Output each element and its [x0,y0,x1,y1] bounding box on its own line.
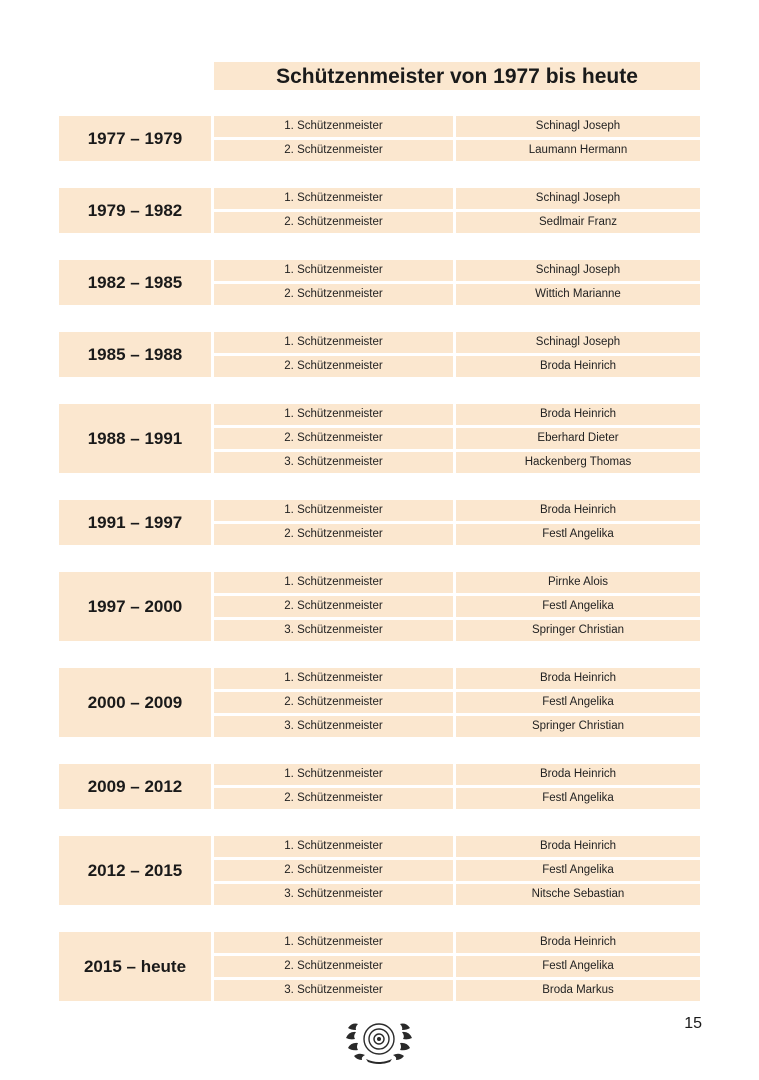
page-title: Schützenmeister von 1977 bis heute [214,62,700,90]
role-cell: 2. Schützenmeister [214,140,453,161]
table-row [214,140,700,161]
name-cell: Wittich Marianne [456,284,700,305]
role-cell: 2. Schützenmeister [214,860,453,881]
role-cell: 1. Schützenmeister [214,836,453,857]
role-cell: 2. Schützenmeister [214,428,453,449]
table-row [214,332,700,353]
name-cell: Festl Angelika [456,692,700,713]
period-group [59,932,700,1001]
table-row [214,116,700,137]
period-group [59,404,700,473]
period-years: 1991 – 1997 [59,500,211,545]
table-row [214,716,700,737]
table-row [214,692,700,713]
table-row [214,356,700,377]
table-row [214,788,700,809]
table-row [214,500,700,521]
name-cell: Broda Heinrich [456,836,700,857]
role-cell: 2. Schützenmeister [214,692,453,713]
role-cell: 1. Schützenmeister [214,500,453,521]
name-cell: Broda Heinrich [456,932,700,953]
name-cell: Broda Heinrich [456,764,700,785]
table-row [214,572,700,593]
table-row [214,212,700,233]
name-cell: Broda Heinrich [456,404,700,425]
role-cell: 2. Schützenmeister [214,284,453,305]
role-cell: 3. Schützenmeister [214,980,453,1001]
period-group [59,764,700,809]
role-cell: 2. Schützenmeister [214,788,453,809]
role-cell: 1. Schützenmeister [214,572,453,593]
period-years: 1979 – 1982 [59,188,211,233]
table-row [214,452,700,473]
period-group [59,836,700,905]
table-row [214,980,700,1001]
name-cell: Eberhard Dieter [456,428,700,449]
name-cell: Schinagl Joseph [456,332,700,353]
table-row [214,260,700,281]
club-emblem-icon [342,1018,416,1069]
role-cell: 1. Schützenmeister [214,332,453,353]
period-years: 1977 – 1979 [59,116,211,161]
name-cell: Festl Angelika [456,524,700,545]
name-cell: Festl Angelika [456,860,700,881]
period-group [59,500,700,545]
name-cell: Pirnke Alois [456,572,700,593]
table-row [214,932,700,953]
role-cell: 3. Schützenmeister [214,620,453,641]
role-cell: 2. Schützenmeister [214,524,453,545]
role-cell: 3. Schützenmeister [214,884,453,905]
table-row [214,668,700,689]
period-years: 2009 – 2012 [59,764,211,809]
table-row [214,884,700,905]
name-cell: Broda Heinrich [456,500,700,521]
table-row [214,860,700,881]
name-cell: Schinagl Joseph [456,116,700,137]
role-cell: 2. Schützenmeister [214,212,453,233]
period-group [59,668,700,737]
period-group [59,332,700,377]
period-group [59,572,700,641]
table-row [214,956,700,977]
name-cell: Schinagl Joseph [456,188,700,209]
name-cell: Festl Angelika [456,596,700,617]
role-cell: 1. Schützenmeister [214,404,453,425]
table-row [214,188,700,209]
role-cell: 2. Schützenmeister [214,956,453,977]
period-years: 1985 – 1988 [59,332,211,377]
name-cell: Hackenberg Thomas [456,452,700,473]
table-row [214,836,700,857]
name-cell: Schinagl Joseph [456,260,700,281]
name-cell: Broda Heinrich [456,356,700,377]
name-cell: Laumann Hermann [456,140,700,161]
role-cell: 1. Schützenmeister [214,764,453,785]
period-group [59,116,700,161]
role-cell: 1. Schützenmeister [214,188,453,209]
role-cell: 1. Schützenmeister [214,932,453,953]
name-cell: Festl Angelika [456,956,700,977]
role-cell: 2. Schützenmeister [214,356,453,377]
period-years: 1988 – 1991 [59,404,211,473]
period-years: 1982 – 1985 [59,260,211,305]
role-cell: 2. Schützenmeister [214,596,453,617]
name-cell: Broda Heinrich [456,668,700,689]
table-row [214,404,700,425]
table-row [214,596,700,617]
name-cell: Broda Markus [456,980,700,1001]
name-cell: Springer Christian [456,620,700,641]
period-years: 2012 – 2015 [59,836,211,905]
period-group [59,188,700,233]
name-cell: Sedlmair Franz [456,212,700,233]
table-row [214,524,700,545]
role-cell: 1. Schützenmeister [214,668,453,689]
table-row [214,428,700,449]
role-cell: 1. Schützenmeister [214,116,453,137]
page-number: 15 [684,1015,702,1032]
period-group [59,260,700,305]
table-row [214,620,700,641]
period-years: 2000 – 2009 [59,668,211,737]
role-cell: 3. Schützenmeister [214,716,453,737]
period-years: 2015 – heute [59,932,211,1001]
name-cell: Nitsche Sebastian [456,884,700,905]
table-row [214,284,700,305]
table-row [214,764,700,785]
name-cell: Springer Christian [456,716,700,737]
name-cell: Festl Angelika [456,788,700,809]
period-years: 1997 – 2000 [59,572,211,641]
role-cell: 3. Schützenmeister [214,452,453,473]
role-cell: 1. Schützenmeister [214,260,453,281]
